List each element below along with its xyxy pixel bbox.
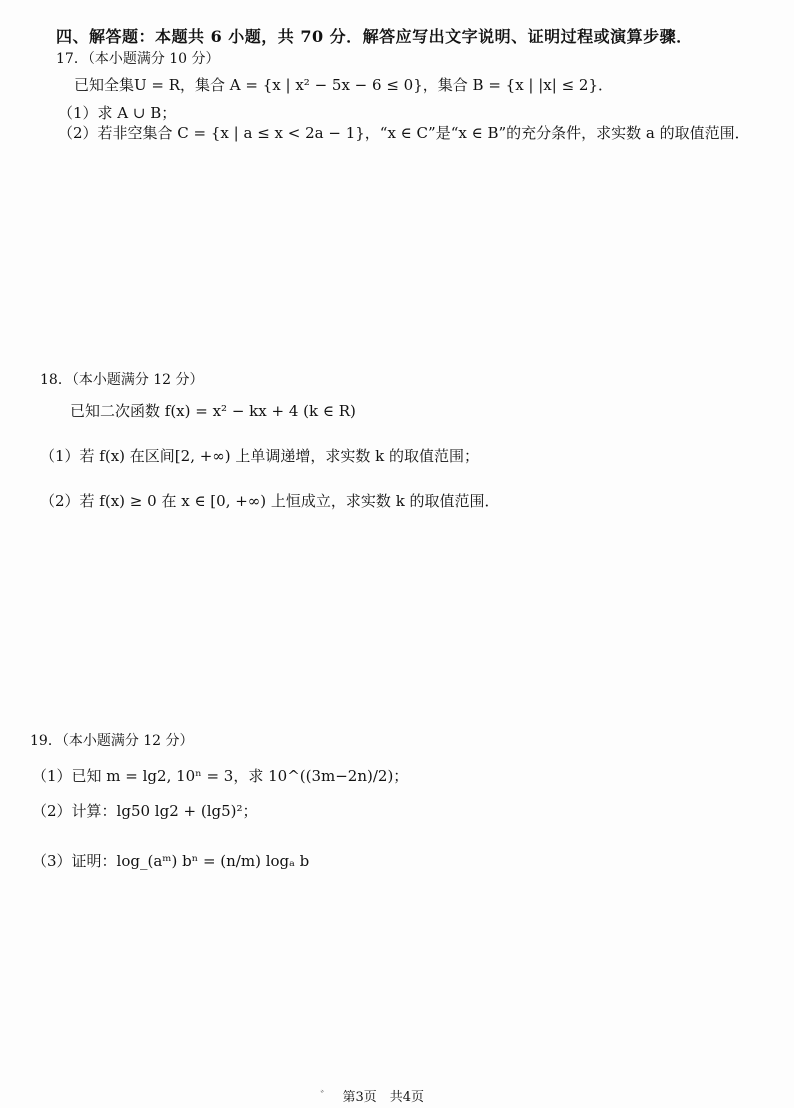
q19-header: 19．（本小题满分 12 分） — [30, 733, 194, 749]
q19-part1: （1）已知 m = lg2, 10ⁿ = 3，求 10^((3m−2n)/2)； — [32, 767, 409, 785]
section-title: 四、解答题：本题共 6 小题，共 70 分．解答应写出文字说明、证明过程或演算步骤． — [56, 27, 693, 46]
page-number: 第3页 共4页 — [342, 1090, 425, 1105]
q17-header: 17．（本小题满分 10 分） — [56, 51, 220, 67]
scan-mark: ﾞ — [320, 1090, 327, 1105]
q17-part1: （1）求 A ∪ B； — [58, 104, 177, 122]
page-footer — [320, 1086, 424, 1105]
q17-stem: 已知全集U = R，集合 A = {x | x² − 5x − 6 ≤ 0}，集合 B = {x | |x| ≤ 2}． — [74, 76, 614, 94]
q18-header: 18．（本小题满分 12 分） — [40, 372, 204, 388]
q18-part2: （2）若 f(x) ≥ 0 在 x ∈ [0, +∞) 上恒成立，求实数 k 的取值范围． — [40, 492, 500, 510]
q19-part2: （2）计算：lg50 lg2 + (lg5)²； — [32, 802, 258, 820]
q18-part1: （1）若 f(x) 在区间[2, +∞) 上单调递增，求实数 k 的取值范围； — [40, 447, 480, 465]
q18-stem: 已知二次函数 f(x) = x² − kx + 4 (k ∈ R) — [70, 402, 356, 420]
q19-part3: （3）证明：log_(aᵐ) bⁿ = (n/m) logₐ b — [32, 852, 310, 870]
q17-part2: （2）若非空集合 C = {x | a ≤ x < 2a − 1}，“x ∈ C”是“x ∈ B”的充分条件，求实数 a 的取值范围． — [58, 124, 750, 142]
